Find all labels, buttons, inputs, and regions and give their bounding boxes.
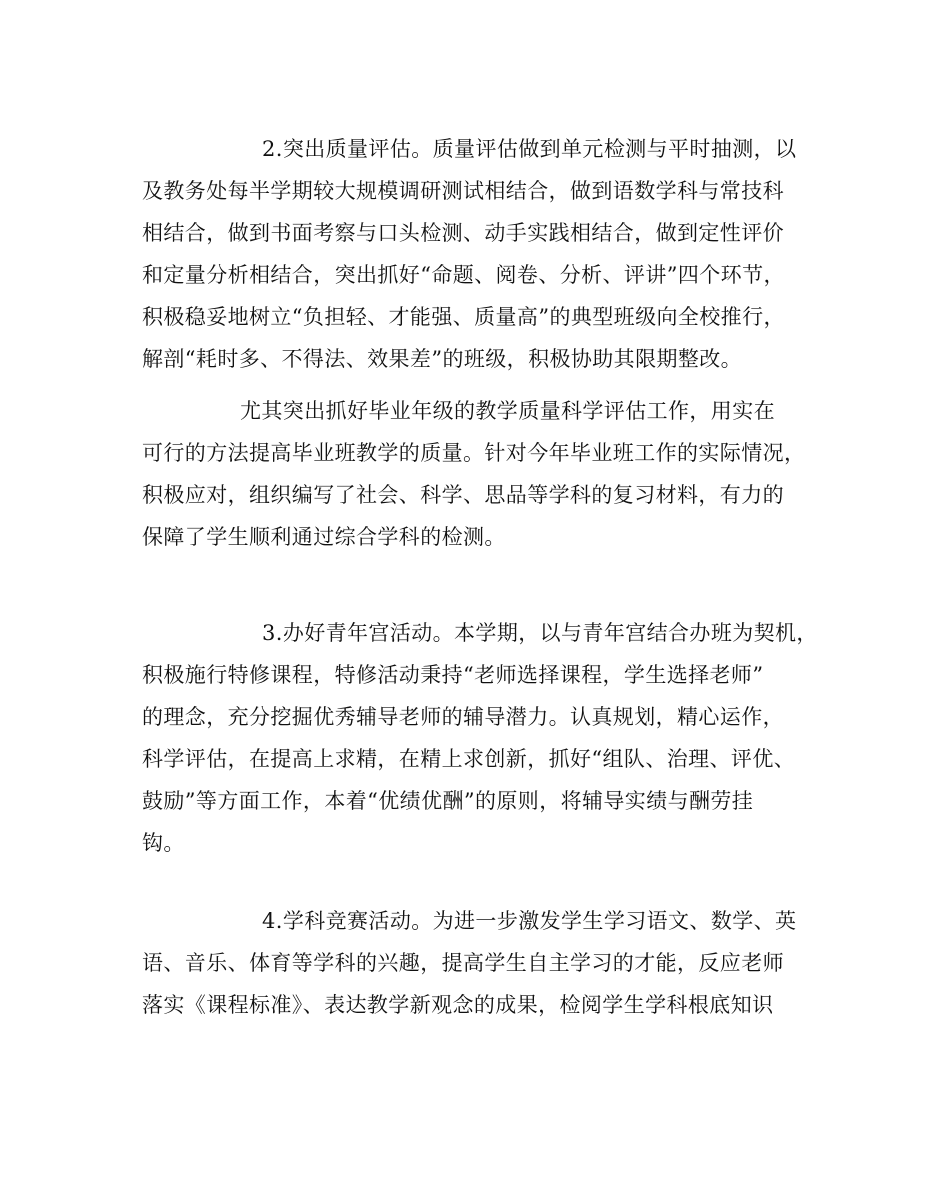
text-line: 科学评估，在提高上求精，在精上求创新，抓好“组队、治理、评优、	[142, 747, 796, 771]
text-line: 解剖“耗时多、不得法、效果差”的班级，积极协助其限期整改。	[142, 347, 743, 371]
text-line: 积极稳妥地树立“负担轻、才能强、质量高”的典型班级向全校推行，	[142, 305, 785, 329]
text-line: 的理念，充分挖掘优秀辅导老师的辅导潜力。认真规划，精心运作，	[142, 705, 784, 729]
text-line: 2.突出质量评估。质量评估做到单元检测与平时抽测，以	[262, 137, 797, 161]
text-line: 尤其突出抓好毕业年级的教学质量科学评估工作，用实在	[240, 399, 775, 423]
text-line: 落实《课程标准》、表达教学新观念的成果，检阅学生学科根底知识	[142, 993, 774, 1017]
text-line: 4.学科竞赛活动。为进一步激发学生学习语文、数学、英	[262, 909, 797, 933]
text-line: 和定量分析相结合，突出抓好“命题、阅卷、分析、评讲”四个环节，	[142, 263, 785, 287]
text-line: 钩。	[142, 831, 185, 855]
text-line: 积极应对，组织编写了社会、科学、思品等学科的复习材料，有力的	[142, 483, 784, 507]
paragraph-quality-assessment	[142, 128, 842, 380]
text-line: 可行的方法提高毕业班教学的质量。针对今年毕业班工作的实际情况，	[142, 441, 806, 465]
paragraph-subject-competition	[142, 900, 842, 1026]
paragraph-youth-palace	[142, 612, 842, 864]
paragraph-graduating-class	[142, 390, 842, 558]
text-line: 语、音乐、体育等学科的兴趣，提高学生自主学习的才能，反应老师	[142, 951, 784, 975]
text-line: 保障了学生顺利通过综合学科的检测。	[142, 525, 506, 549]
text-line: 积极施行特修课程，特修活动秉持“老师选择课程，学生选择老师”	[142, 663, 764, 687]
text-line: 鼓励”等方面工作，本着“优绩优酬”的原则，将辅导实绩与酬劳挂	[142, 789, 754, 813]
text-line: 相结合，做到书面考察与口头检测、动手实践相结合，做到定性评价	[142, 221, 784, 245]
text-line: 及教务处每半学期较大规模调研测试相结合，做到语数学科与常技科	[142, 179, 784, 203]
text-line: 3.办好青年宫活动。本学期，以与青年宫结合办班为契机，	[262, 621, 818, 645]
